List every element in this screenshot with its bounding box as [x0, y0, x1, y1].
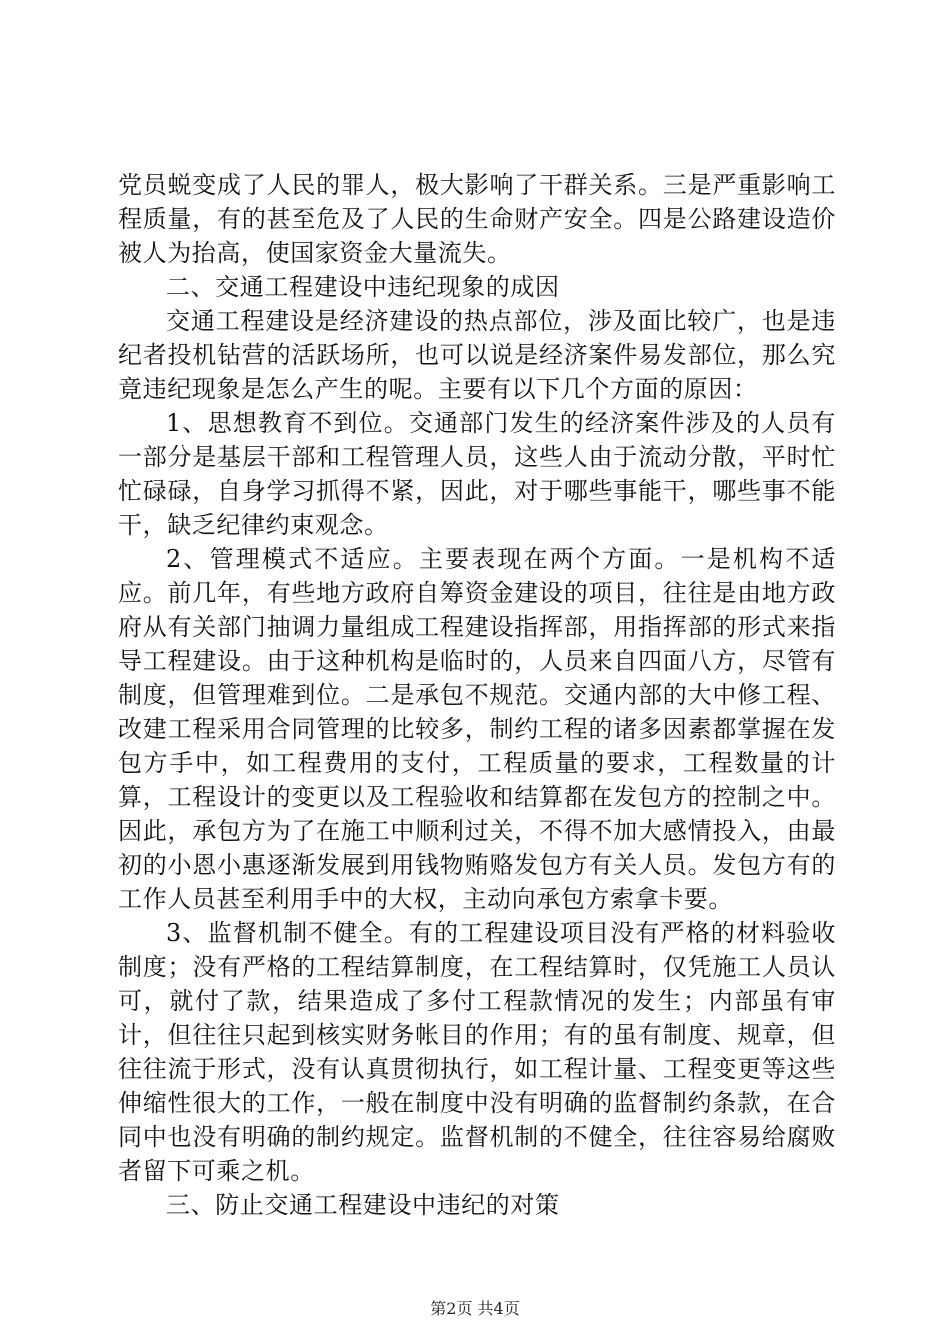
page-footer: 第2页 共4页: [430, 1299, 520, 1318]
document-body: [118, 168, 836, 1222]
section-heading-causes: 二、交通工程建设中违纪现象的成因: [166, 273, 560, 301]
section-heading-countermeasures: 三、防止交通工程建设中违纪的对策: [166, 1191, 560, 1219]
paragraph-cause-2: 2、管理模式不适应。主要表现在两个方面。一是机构不适应。前几年，有些地方政府自筹资金建设的项目，往往是由地方政府从有关部门抽调力量组成工程建设指挥部，用指挥部的形式来指导工程建设。由于这种机构是临时的，人员来自四面八方，尽管有制度，但管理难到位。二是承包不规范。交通内部的大中修工程、改建工程采用合同管理的比较多，制约工程的诸多因素都掌握在发包方手中，如工程费用的支付，工程质量的要求，工程数量的计算，工程设计的变更以及工程验收和结算都在发包方的控制之中。因此，承包方为了在施工中顺利过关，不得不加大感情投入，由最初的小恩小惠逐渐发展到用钱物贿赂发包方有关人员。发包方有的工作人员甚至利用手中的大权，主动向承包方索拿卡要。: [118, 545, 836, 913]
paragraph-causes-intro: 交通工程建设是经济建设的热点部位，涉及面比较广，也是违纪者投机钻营的活跃场所，也可以说是经济案件易发部位，那么究竟违纪现象是怎么产生的呢。主要有以下几个方面的原因：: [118, 307, 836, 403]
paragraph-cause-1: 1、思想教育不到位。交通部门发生的经济案件涉及的人员有一部分是基层干部和工程管理人员，这些人由于流动分散，平时忙忙碌碌，自身学习抓得不紧，因此，对于哪些事能干，哪些事不能干，缺乏纪律约束观念。: [118, 409, 836, 539]
paragraph-continuation: 党员蜕变成了人民的罪人，极大影响了干群关系。三是严重影响工程质量，有的甚至危及了人民的生命财产安全。四是公路建设造价被人为抬高，使国家资金大量流失。: [118, 171, 836, 267]
paragraph-cause-3: 3、监督机制不健全。有的工程建设项目没有严格的材料验收制度；没有严格的工程结算制度，在工程结算时，仅凭施工人员认可，就付了款，结果造成了多付工程款情况的发生；内部虽有审计，但往往只起到核实财务帐目的作用；有的虽有制度、规章，但往往流于形式，没有认真贯彻执行，如工程计量、工程变更等这些伸缩性很大的工作，一般在制度中没有明确的监督制约条款，在合同中也没有明确的制约规定。监督机制的不健全，往往容易给腐败者留下可乘之机。: [118, 919, 836, 1185]
